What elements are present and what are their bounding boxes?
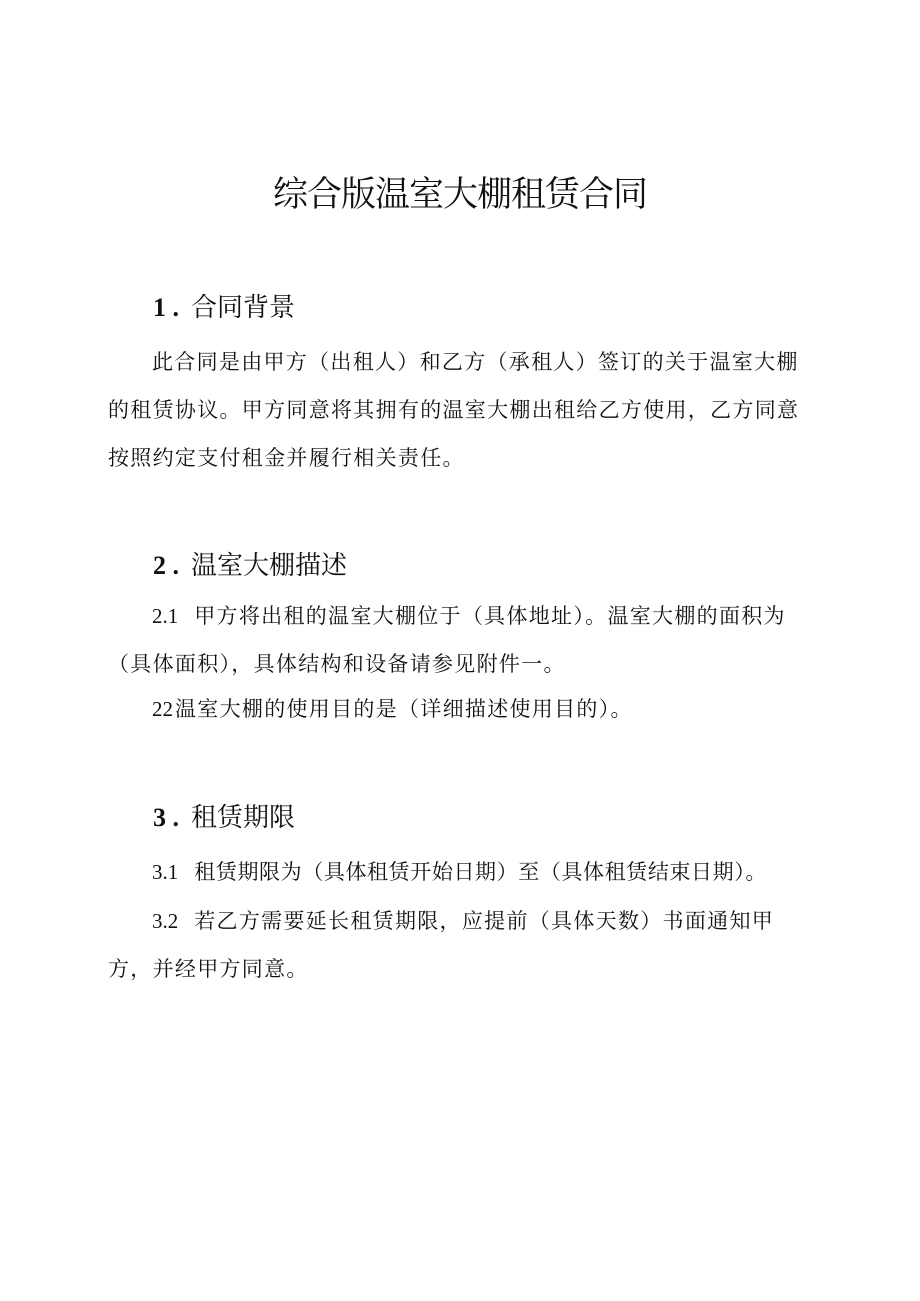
section-2-title: 温室大棚描述 [191,551,348,581]
clause-number: 22 [152,697,173,721]
section-1-paragraph-1 [108,338,808,482]
section-2-number: 2 . [153,551,179,580]
section-3-heading [153,800,295,836]
document-title: 综合版温室大棚租赁合同 [272,175,647,215]
clause-number: 3.2 [152,909,179,933]
section-1-number: 1 . [153,293,179,322]
clause-text: 温室大棚的使用目的是（详细描述使用目的）。 [175,697,633,721]
clause-text: 甲方将出租的温室大棚位于（具体地址）。温室大棚的面积为（具体面积），具体结构和设备请参见附件一。 [108,604,786,676]
section-1-title: 合同背景 [191,293,296,323]
clause-text: 若乙方需要延长租赁期限，应提前（具体天数）书面通知甲方，并经甲方同意。 [108,909,775,981]
clause-2-2 [108,685,808,733]
paragraph-text: 此合同是由甲方（出租人）和乙方（承租人）签订的关于温室大棚的租赁协议。甲方同意将其拥有的温室大棚出租给乙方使用，乙方同意按照约定支付租金并履行相关责任。 [108,350,800,470]
clause-text: 租赁期限为（具体租赁开始日期）至（具体租赁结束日期）。 [194,860,767,884]
section-3-number: 3 . [153,803,179,832]
clause-number: 2.1 [152,604,179,628]
clause-number: 3.1 [152,860,179,884]
clause-3-1 [108,848,808,896]
section-2-heading [153,548,347,584]
clause-2-1 [108,592,808,688]
section-1-heading [153,290,295,326]
clause-3-2 [108,897,808,993]
section-3-title: 租赁期限 [191,803,296,833]
